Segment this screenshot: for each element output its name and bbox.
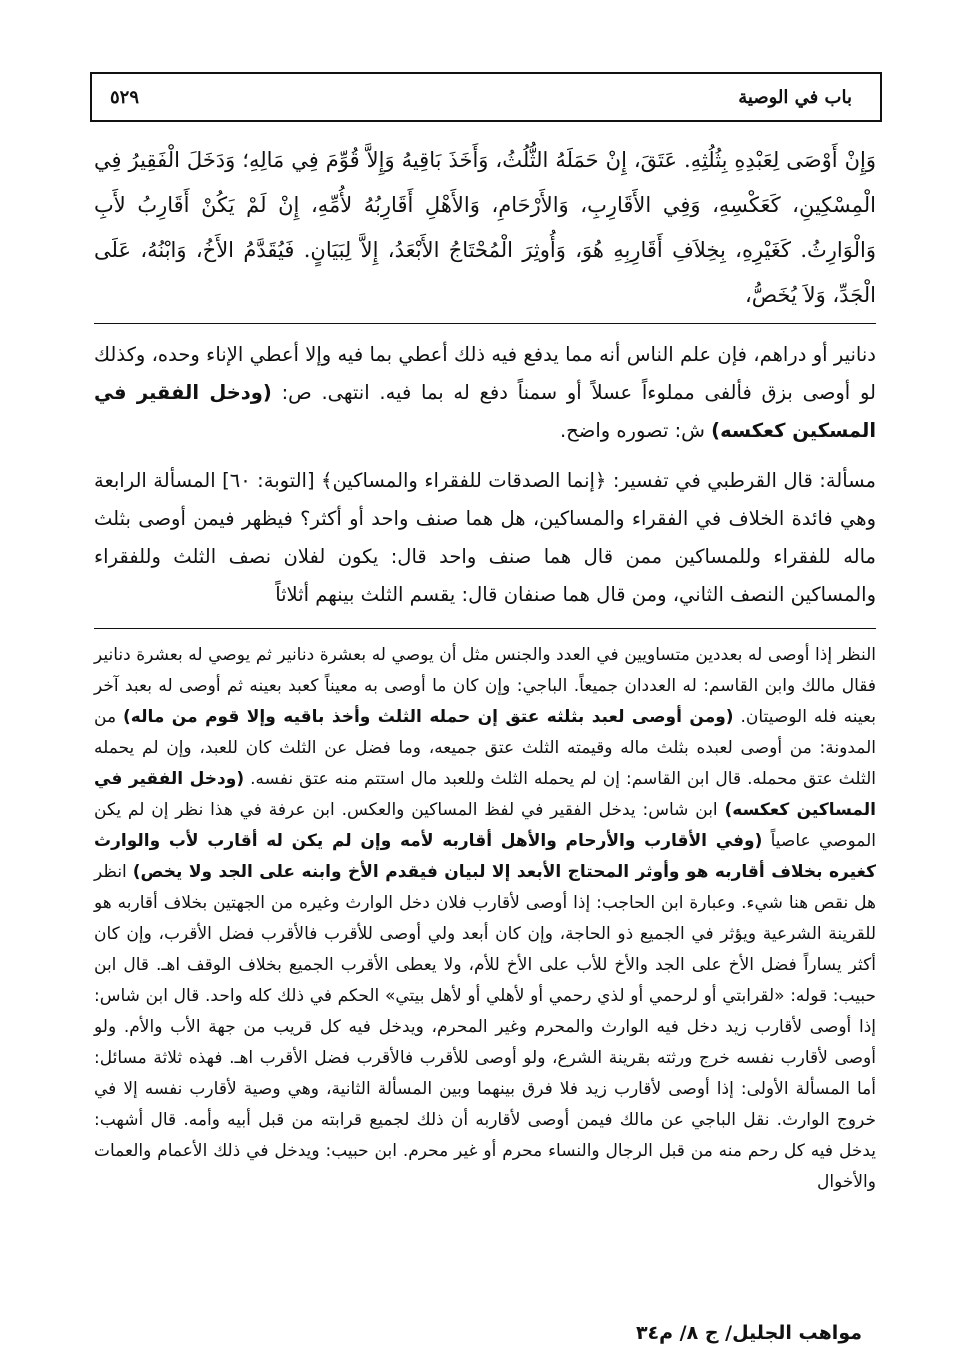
commentary-text: انظر هل نقص هنا شيء. وعبارة ابن الحاجب: إذا أوصى لأقارب فلان دخل الوارث وغيره من الجهتين بخلاف أقاربه هو للقرينة الشرعية ويؤثر في الجميع ذو الحاجة، وإن كان أبعد ولي أوصى للأقرب فالأقرب فضل الأقرب، وإن كان أكثر يساراً فضل الأخ على الجد والأخ للأب على الأخ للأم، ولا يعطى الأقرب الجميع بخلاف الوقف اهـ. قال ابن حبيب: قوله: «لقرابتي أو لرحمي أو لذي رحمي أو لأهلي أو لأهل بيتي» الحكم في ذلك كله واحد. قال ابن شاس: إذا أوصى لأقارب زيد دخل فيه الوارث والمحرم وغير المحرم، ويدخل فيه كل قريب من جهة الأب والأم. ولو أوصى لأقارب نفسه خرج ورثته بقرينة الشرع، ولو أوصى للأقرب فالأقرب فضل الأقرب اهـ. فهذه ثلاثة مسائل: أما المسألة الأولى: إذا أوصى لأقارب زيد فلا فرق بينهما وبين المسألة الثانية، وهي وصية لأقارب نفسه إلا في خروج الوارث. نقل الباجي عن مالك فيمن أوصى لأقاربه أن ذلك لجميع قرابته من قبل أبيه وأمه. قال أشهب: يدخل فيه كل رحم منه من قبل الرجال والنساء محرم أو غير محرم. ابن حبيب: ويدخل في ذلك الأعمام والعمات والأخوال (94, 862, 876, 1192)
matn-quote: (ومن أوصى لعبد بثلثه عتق إن حمله الثلث وأخذ باقيه وإلا قوم من ماله) (122, 707, 734, 727)
commentary-upper-block (94, 336, 876, 624)
commentary-paragraph (94, 336, 876, 450)
commentary-paragraph: مسألة: قال القرطبي في تفسير: ﴿إنما الصدقات للفقراء والمساكين﴾ [التوبة: ٦٠] المسألة الرابعة وهي فائدة الخلاف في الفقراء والمساكين، هل هما صنف واحد أو أكثر؟ فيظهر فيمن أوصى بثلث ماله للفقراء وللمساكين ممن قال هما صنف واحد قال: يكون لفلان نصف الثلث وللفقراء والمساكين النصف الثاني، ومن قال هما صنفان قال: يقسم الثلث بينهم أثلاثاً (94, 469, 876, 606)
matn-quote: (ودخل الفقير في المسكين كعكسه) (94, 381, 876, 442)
page-footer: مواهب الجليل/ ج ٨/ م٣٤ (635, 1322, 862, 1344)
divider-rule (94, 323, 876, 324)
divider-rule (94, 628, 876, 629)
matn-quote: (وفي الأقارب والأرحام والأهل أقاربه لأمه وإن لم يكن له أقارب لأب والوارث كغيره بخلاف أقاربه هو وأوثر المحتاج الأبعد إلا لبيان فيقدم الأخ وابنه على الجد ولا يخص) (94, 831, 876, 882)
matn-paragraph: وَإِنْ أَوْصَى لِعَبْدِهِ بِثُلُثِهِ. عَتَقَ، إِنْ حَمَلَهُ الثُّلُثُ، وَأَخَذَ بَاقِيهُ وَإِلاَّ قُوِّمَ فِي مَالِهِ؛ وَدَخَلَ الْفَقِيرُ فِي الْمِسْكِينِ، كَعَكْسِهِ، وَفِي الأَقَارِبِ، وَالأَرْحَامِ، وَالأَهْلِ أَقَارِبُهُ لأُمِّهِ، إِنْ لَمْ يَكُنْ أَقَارِبُ لأَبِ وَالْوَارِثُ. كَغَيْرِهِ، بِخِلاَفِ أَقَارِبِهِ هُوَ، وَأُوثِرَ الْمُحْتَاجُ الأَبْعَدُ، إِلاَّ لِبَيَانٍ. فَيُقَدَّمُ الأَخُ، وَابْنُهُ، عَلَى الْجَدِّ، وَلاَ يُخَصُّ، (94, 148, 876, 307)
commentary-text: ش: تصوره واضح. (559, 419, 712, 442)
commentary-paragraph (94, 640, 876, 1198)
commentary-lower-block (94, 640, 876, 1310)
matn-text-block (94, 138, 876, 318)
commentary-text: دنانير أو دراهم، فإن علم الناس أنه مما يدفع فيه ذلك أعطي بما فيه وإلا أعطي الإناء وحده، وكذلك لو أوصى بزق فألفى مملوءاً عسلاً أو سمناً دفع له بما فيه. انتهى. ص: (94, 343, 876, 404)
commentary-text: النظر إذا أوصى له بعددين متساويين في العدد والجنس مثل أن يوصي له بعشرة دنانير ثم يوصي له بعشرة دنانير فقال مالك وابن القاسم: له العددان جميعاً. الباجي: وإن كان ما أوصى به معيناً كعبد بعينه ثم أوصى له بعبد آخر بعينه فله الوصيتان. (94, 645, 876, 727)
page-number: ٥٢٩ (110, 86, 140, 108)
page-header (90, 72, 882, 122)
commentary-text: ابن شاس: يدخل الفقير في لفظ المساكين والعكس. ابن عرفة في هذا نظر إن لم يكن الموصي عاصياً (94, 800, 876, 851)
matn-quote: (ودخل الفقير في المساكين كعكسه) (94, 769, 876, 820)
commentary-text: من المدونة: من أوصى لعبده بثلث ماله وقيمته الثلث عتق جميعه، وما فضل عن الثلث كان للعبد، وإن لم يحمله الثلث عتق محمله. قال ابن القاسم: إن لم يحمله الثلث وللعبد مال استتم منه عتق نفسه. (94, 707, 877, 789)
chapter-title: باب في الوصية (738, 86, 852, 108)
